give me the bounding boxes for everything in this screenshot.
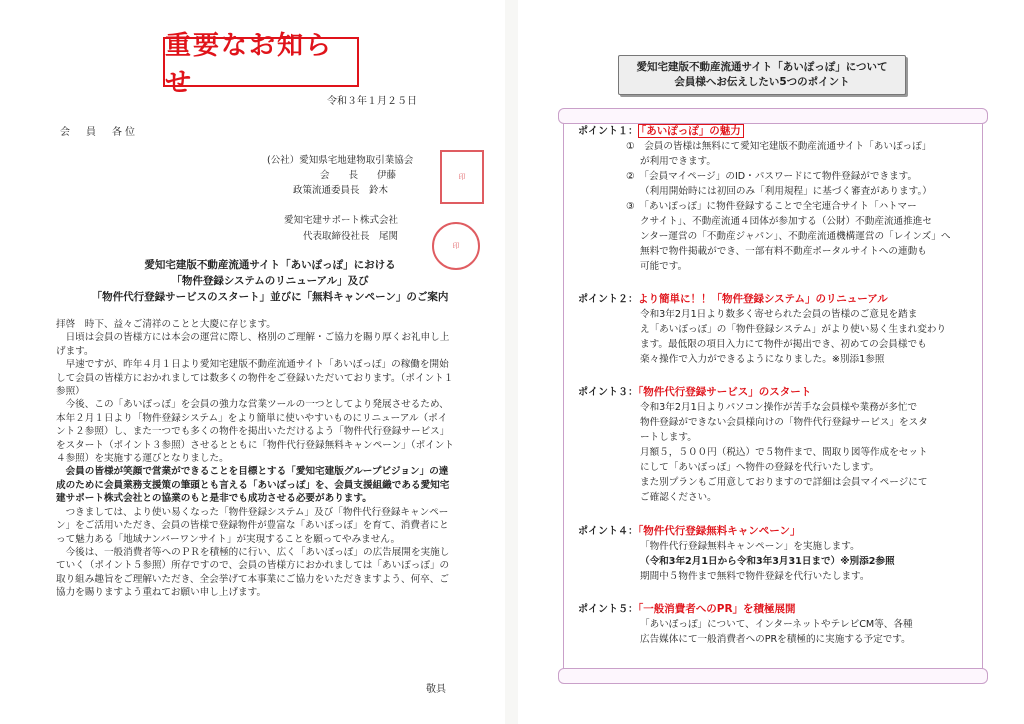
sender-chairman: 会 長 伊藤 [320, 170, 397, 181]
point-line: ③ 「あいぽっぽ」に物件登録することで全宅連合サイト「ハトマー [626, 201, 917, 212]
body-paragraph: 日頃は会員の皆様方には本会の運営に際し、格別のご理解・ご協力を賜り厚くお礼申し上げます。 [56, 332, 450, 357]
point-line: ② 「会員マイページ」のID・パスワードにて物件登録ができます。 [626, 171, 918, 182]
point-title: 「一般消費者へのPR」を積極展開 [638, 603, 796, 615]
letter-date: 令和３年１月２５日 [327, 96, 417, 107]
letter-body [56, 318, 456, 600]
point-line: （令和3年2月1日から令和3年3月31日まで）※別添2参照 [640, 556, 895, 567]
point-label: ポイント３： [578, 387, 638, 398]
point-line: ① 会員の皆様は無料にて愛知宅建版不動産流通サイト「あいぽっぽ」 [626, 141, 932, 152]
point-line: 可能です。 [640, 261, 688, 272]
points-flyer-page [518, 0, 1024, 724]
notice-title: 重要なお知らせ [163, 37, 359, 87]
point-line: ご確認ください。 [640, 492, 717, 503]
scroll-curl-top [558, 108, 988, 124]
recipient: 会 員 各位 [60, 127, 138, 138]
closing-remark: 敬具 [426, 684, 446, 695]
point-line: クサイト」、不動産流通４団体が参加する（公財）不動産流通推進セ [640, 216, 932, 227]
point-title: より簡単に！！「物件登録システム」のリニューアル [638, 293, 888, 305]
point-label: ポイント４： [578, 526, 638, 537]
point-2 [578, 292, 978, 367]
point-line: にして「あいぽっぽ」へ物件の登録を代行いたします。 [640, 462, 880, 473]
point-1 [578, 124, 978, 274]
sender-president: 代表取締役社長 尾関 [303, 231, 399, 242]
point-title: 「物件代行登録無料キャンペーン」 [638, 525, 801, 537]
body-paragraph: 早速ですが、昨年４月１日より愛知宅建版不動産流通サイト「あいぽっぽ」の稼働を開始して会員の皆様方におかれましては数多くの物件をご登録いただいております。（ポイント１参照） [56, 359, 454, 398]
point-title: 「物件代行登録サービス」のスタート [638, 386, 812, 398]
subject-line-3: 「物件代行登録サービスのスタート」並びに「無料キャンペーン」のご案内 [91, 291, 449, 303]
body-paragraph: 今後は、一般消費者等へのＰＲを積極的に行い、広く「あいぽっぽ」の広告展開を実施していく（ポイント５参照）所存ですので、会員の皆様方におかれましては「あいぽっぽ」の取り組み趣旨をご理解いただき、全会挙げて本事業にご協力をいただきますよう、何卒、ご協力を賜りますよう重ねてお願い申し上げます。 [56, 546, 450, 599]
point-line: 広告媒体にて一般消費者へのPRを積極的に実施する予定です。 [640, 634, 911, 645]
flyer-header-banner [618, 55, 906, 95]
point-line: （利用開始時には初回のみ「利用規程」に基づく審査があります。） [640, 186, 932, 197]
point-line: 楽々操作で入力ができるようになりました。※別添1参照 [640, 354, 885, 365]
point-line: 月額５，５００円（税込）で５物件まで、間取り図等作成をセット [640, 447, 928, 458]
seal-stamp-square: 印 [440, 150, 484, 204]
scroll-curl-bottom [558, 668, 988, 684]
sender-org: (公社）愛知県宅地建物取引業協会 [267, 155, 414, 166]
point-label: ポイント１： [578, 126, 638, 137]
subject-line-1: 愛知宅建版不動産流通サイト「あいぽっぽ」における [144, 259, 396, 271]
subject-line-2: 「物件登録システムのリニューアル」及び [171, 275, 369, 287]
notice-letter-page [0, 0, 505, 724]
point-line: が利用できます。 [640, 156, 716, 167]
sender-committee-chair: 政策流通委員長 鈴木 [293, 185, 389, 196]
body-paragraph: 拝啓 時下、益々ご清祥のことと大慶に存じます。 [56, 319, 276, 330]
point-line: ートします。 [640, 432, 697, 443]
point-line: え「あいぽっぽ」の「物件登録システム」がより使い易く生まれ変わり [640, 324, 947, 335]
point-5 [578, 602, 978, 647]
point-line: 令和3年2月1日よりパソコン操作が苦手な会員様や業務が多忙で [640, 402, 918, 413]
point-line: 「物件代行登録無料キャンペーン」を実施します。 [640, 541, 860, 552]
point-label: ポイント５： [578, 604, 638, 615]
point-line: ます。最低限の項目入力にて物件が掲出でき、初めての会員様でも [640, 339, 927, 350]
point-line: 無料で物件掲載ができ、一部有料不動産ポータルサイトへの連動も [640, 246, 927, 257]
point-title: 「あいぽっぽ」の魅力 [638, 124, 744, 138]
point-3 [578, 385, 978, 505]
point-line: 令和3年2月1日より数多く寄せられた会員の皆様のご意見を踏ま [640, 309, 918, 320]
banner-line-1: 愛知宅建版不動産流通サイト「あいぽっぽ」について [636, 61, 888, 73]
body-paragraph: 今後、この「あいぽっぽ」を会員の強力な営業ツールの一つとしてより発展させるため、本年２月１日より「物件登録システム」をより簡単に使いやすいものにリニューアル（ポイント２参照）し、また一つでも多くの物件を掲出いただけるよう「物件代行登録サービス」をスタート（ポイント３参照）させるとともに「物件代行登録無料キャンペーン」（ポイント４参照）を実施する運びとなりました。 [56, 399, 454, 465]
body-paragraph: つきましては、より使い易くなった「物件登録システム」及び「物件代行登録キャンペーン」をご活用いただき、会員の皆様で登録物件が豊富な「あいぽっぽ」を育て、消費者にとって魅力ある「地域ナンバーワンサイト」が実現することを願ってやみません。 [56, 506, 449, 545]
point-line: 物件登録ができない会員様向けの「物件代行登録サービス」をスタ [640, 417, 928, 428]
seal-stamp-round: 印 [432, 222, 480, 270]
point-label: ポイント２： [578, 294, 638, 305]
sender-company: 愛知宅建サポート株式会社 [284, 215, 399, 226]
point-line: 期間中５物件まで無料で物件登録を代行いたします。 [640, 571, 870, 582]
point-line: 「あいぽっぽ」について、インターネットやテレビCM等、各種 [640, 619, 913, 630]
point-line: ンター運営の「不動産ジャパン」、不動産流通機構運営の「レインズ」へ [640, 231, 951, 242]
point-line: また別プランもご用意しておりますので詳細は会員マイページにて [640, 477, 928, 488]
body-paragraph-emphasis: 会員の皆様が笑顔で営業ができることを目標とする「愛知宅建版グループビジョン」の達成のために会員業務支援策の筆頭とも言える「あいぽっぽ」を、会員支援組織である愛知宅建サポート株式会社との協業のもと是非でも成功させる必要があります。 [56, 466, 450, 505]
banner-line-2: 会員様へお伝えしたい5つのポイント [674, 76, 850, 88]
point-4 [578, 524, 978, 584]
